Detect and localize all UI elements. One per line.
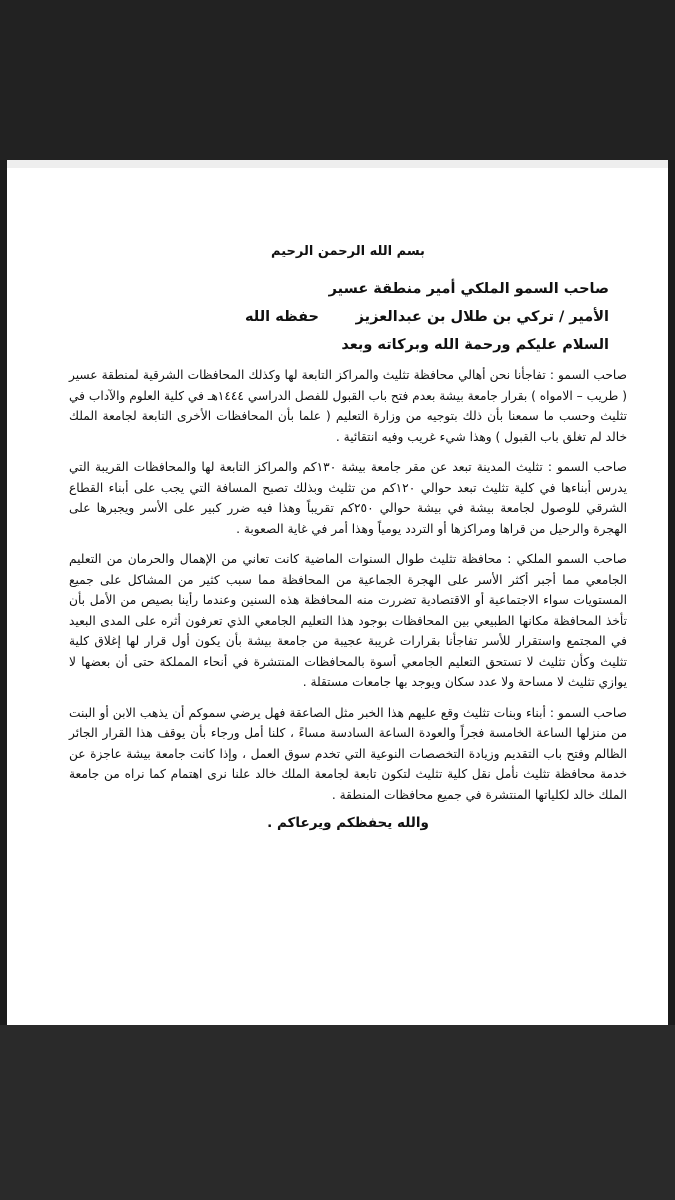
address-greeting: السلام عليكم ورحمة الله وبركاته وبعد — [341, 337, 609, 353]
address-name-row — [69, 303, 609, 331]
letter-page — [7, 160, 668, 1025]
bottom-dark-margin — [0, 1025, 675, 1200]
basmala: بسم الله الرحمن الرحيم — [271, 244, 425, 259]
paragraph-2: صاحب السمو : تثليث المدينة تبعد عن مقر جامعة بيشة ١٣٠كم والمراكز التابعة لها والمحافظات القريبة التي يدرس أبناءها في كلية تثليث تبعد حوالي ١٢٠كم من تثليث وبذلك تصبح المسافة التي يجب على أبناء القطاع الشرقي للوصول لجامعة بيشة في بيشة حوالي ٢٥٠كم تقريباً وهذا فيه ضرر كبير على الأسر ويجبرها على الهجرة والرحيل من قراها ومراكزها أو التردد يومياً وهذا أمر في غاية الصعوبة . — [69, 460, 627, 536]
paragraph-3: صاحب السمو الملكي : محافظة تثليث طوال السنوات الماضية كانت تعاني من الإهمال والحرمان من التعليم الجامعي مما أجبر أكثر الأسر على الهجرة الجماعية من المحافظة مما سبب كثير من المشاكل على جميع المستويات سواء الاجتماعية أو الاقتصادية تضررت منه المحافظة هذه السنين وعندما رأينا بصيص من الأمل بأن تأخذ المحافظة مكانها الطبيعي بين المحافظات بوجود هذا التعليم الجامعي الذي تعرفون أثره على المدى البعيد في المجتمع واستقرار للأسر تفاجأنا بقرارات غريبة عجيبة من جامعة بيشة بأن يكون أول قرار لها إغلاق كلية تثليث وكأن تثليث لا تستحق التعليم الجامعي أسوة بالمحافظات المنتشرة في أنحاء المملكة حتى أن بعضها لا يوازي تثليث لا مساحة ولا عدد سكان ويوجد بها جامعات مستقلة . — [69, 552, 627, 689]
top-dark-margin — [0, 0, 675, 160]
paragraph-1: صاحب السمو : تفاجأنا نحن أهالي محافظة تثليث والمراكز التابعة لها وكذلك المحافظات الشرقية لمنطقة عسير ( طريب – الامواه ) بقرار جامعة بيشة بعدم فتح باب القبول للفصل الدراسي ١٤٤٤هـ في كلية العلوم والآداب في تثليث وحسب ما سمعنا بأن ذلك بتوجيه من وزارة التعليم ( علما بأن المحافظات الأخرى التابعة لجامعة الملك خالد لم تغلق باب القبول ) وهذا شيء غريب وفيه انتقائية . — [69, 368, 627, 444]
address-block — [69, 275, 609, 359]
address-prince-name: الأمير / تركي بن طلال بن عبدالعزيز — [355, 309, 609, 325]
letter-body — [69, 230, 627, 831]
page-top-edge — [7, 160, 668, 168]
paragraph-4: صاحب السمو : أبناء وبنات تثليث وقع عليهم هذا الخبر مثل الصاعقة فهل يرضي سموكم أن يذهب الابن أو البنت من منزلها الساعة الخامسة فجراً والعودة الساعة السادسة مساءً ، كلنا أمل ورجاء بأن يوقف هذا القرار الجائر الظالم وفتح باب التقديم وزيادة التخصصات النوعية التي تخدم سوق العمل ، وإذا كانت جامعة بيشة عاجزة عن خدمة محافظة تثليث نأمل نقل كلية تثليث لتكون تابعة لجامعة الملك خالد علنا نرى اهتمام كما نراه من جامعة الملك خالد لكلياتها المنتشرة في جميع محافظات المنطقة . — [69, 705, 627, 802]
address-blessing: حفظه الله — [245, 309, 319, 325]
closing-line: والله يحفظكم ويرعاكم . — [267, 815, 429, 831]
address-title: صاحب السمو الملكي أمير منطقة عسير — [328, 281, 609, 297]
